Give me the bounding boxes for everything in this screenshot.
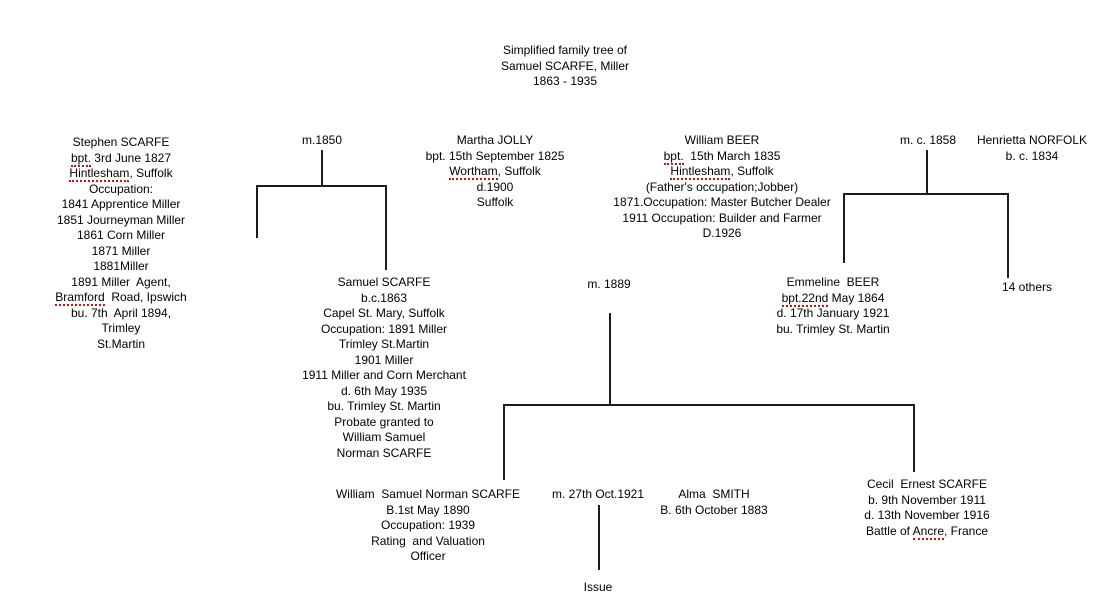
person-cecil-ernest-scarfe bbox=[837, 477, 1017, 539]
connector-m1850-child-samuel bbox=[385, 187, 387, 270]
text-line: Cecil Ernest SCARFE bbox=[866, 477, 988, 491]
text-line: Norman SCARFE bbox=[336, 445, 432, 460]
text-line: Occupation: 1891 Miller bbox=[320, 321, 448, 336]
page-title bbox=[455, 43, 675, 90]
text-line: m.1850 bbox=[301, 133, 343, 147]
text-line: William Samuel bbox=[342, 430, 426, 444]
text-line: bpt. 15th September 1825 bbox=[425, 148, 565, 163]
text-line: bu. Trimley St. Martin bbox=[776, 321, 890, 336]
text-line: Wortham, Suffolk bbox=[449, 164, 541, 178]
misspelling-underline: bpt. bbox=[70, 150, 91, 165]
text-line: 14 others bbox=[1001, 280, 1053, 294]
title-line-1: Simplified family tree of bbox=[502, 43, 628, 57]
person-martha-jolly bbox=[405, 133, 585, 211]
text-line: Samuel SCARFE bbox=[337, 275, 431, 289]
person-henrietta-norfolk bbox=[966, 133, 1098, 164]
text-line: Henrietta NORFOLK bbox=[976, 133, 1088, 147]
connector-m1889-bar bbox=[503, 404, 915, 406]
connector-m1889-child-cecil bbox=[913, 406, 915, 472]
text-line: 1911 Occupation: Builder and Farmer bbox=[622, 210, 822, 225]
connector-m1921-issue-line bbox=[598, 505, 600, 570]
text-line: Probate granted to bbox=[334, 414, 434, 429]
text-line: B.1st May 1890 bbox=[386, 502, 470, 517]
text-line: 1891 Miller Agent, bbox=[71, 274, 171, 289]
text-line: B. 6th October 1883 bbox=[660, 502, 768, 517]
person-william-samuel-norman-scarfe bbox=[313, 487, 543, 565]
siblings-14-others bbox=[982, 280, 1072, 296]
connector-m1850-child-left bbox=[256, 187, 258, 238]
text-line: d. 17th January 1921 bbox=[776, 306, 890, 320]
connector-m1850-stem bbox=[321, 150, 323, 186]
text-line: William Samuel Norman SCARFE bbox=[335, 487, 521, 501]
text-line: Capel St. Mary, Suffolk bbox=[323, 306, 445, 320]
connector-m1858-child-others bbox=[1007, 195, 1009, 278]
text-line: (Father's occupation;Jobber) bbox=[645, 179, 799, 194]
misspelling-underline: bpt.22nd bbox=[781, 290, 829, 305]
text-line: St.Martin bbox=[96, 336, 145, 351]
text-line: Issue bbox=[583, 580, 613, 594]
text-line: Stephen SCARFE bbox=[72, 135, 170, 149]
person-stephen-scarfe bbox=[16, 135, 226, 352]
text-line: Rating and Valuation bbox=[371, 533, 485, 548]
person-samuel-scarfe bbox=[279, 275, 489, 461]
text-line: Occupation: 1939 bbox=[380, 518, 476, 532]
connector-m1858-stem bbox=[926, 150, 928, 194]
text-line: Martha JOLLY bbox=[456, 133, 534, 147]
text-line: D.1926 bbox=[702, 226, 742, 240]
text-line: 1851 Journeyman Miller bbox=[56, 212, 186, 227]
misspelling-underline: Hintlesham bbox=[69, 166, 130, 180]
title-line-2: Samuel SCARFE, Miller bbox=[500, 58, 630, 73]
issue-label bbox=[563, 580, 633, 596]
connector-m1889-stem bbox=[609, 313, 611, 405]
marriage-label-1889 bbox=[559, 277, 659, 293]
text-line: Officer bbox=[410, 549, 446, 563]
text-line: Battle of Ancre, France bbox=[865, 523, 989, 538]
text-line: d. 6th May 1935 bbox=[340, 383, 428, 398]
text-line: b. c. 1834 bbox=[1005, 148, 1059, 163]
text-line: d.1900 bbox=[476, 179, 514, 194]
person-alma-smith bbox=[639, 487, 789, 518]
text-line: Occupation: bbox=[88, 181, 154, 196]
text-line: 1881Miller bbox=[93, 259, 149, 273]
text-line: bpt.22nd May 1864 bbox=[781, 290, 885, 305]
connector-m1858-bar bbox=[843, 193, 1009, 195]
title-line-3: 1863 - 1935 bbox=[532, 74, 598, 88]
text-line: Emmeline BEER bbox=[786, 275, 880, 289]
text-line: Bramford Road, Ipswich bbox=[55, 290, 187, 304]
marriage-label-1850 bbox=[272, 133, 372, 149]
misspelling-underline: Bramford bbox=[55, 290, 105, 304]
text-line: b.c.1863 bbox=[360, 290, 408, 305]
text-line: Suffolk bbox=[476, 195, 514, 209]
text-line: Hintlesham, Suffolk bbox=[69, 166, 173, 180]
person-william-beer bbox=[597, 133, 847, 242]
text-line: 1901 Miller bbox=[354, 352, 414, 367]
text-line: bpt. 3rd June 1827 bbox=[70, 150, 172, 165]
text-line: Alma SMITH bbox=[678, 487, 750, 501]
misspelling-underline: Wortham bbox=[449, 164, 498, 178]
misspelling-underline: Hintlesham bbox=[670, 164, 731, 178]
connector-m1889-child-william bbox=[503, 406, 505, 480]
text-line: 1841 Apprentice Miller bbox=[61, 197, 181, 211]
text-line: Hintlesham, Suffolk bbox=[670, 164, 774, 178]
text-line: bu. 7th April 1894, bbox=[70, 305, 172, 320]
text-line: William BEER bbox=[684, 133, 760, 147]
text-line: 1871.Occupation: Master Butcher Dealer bbox=[613, 195, 831, 209]
misspelling-underline: Ancre bbox=[912, 523, 945, 538]
marriage-label-1858 bbox=[878, 133, 978, 149]
text-line: bpt. 15th March 1835 bbox=[663, 148, 781, 163]
text-line: m. 1889 bbox=[587, 277, 631, 291]
text-line: 1911 Miller and Corn Merchant bbox=[302, 368, 466, 382]
text-line: 1861 Corn Miller bbox=[76, 228, 166, 242]
text-line: d. 13th November 1916 bbox=[864, 508, 990, 522]
person-emmeline-beer bbox=[748, 275, 918, 337]
text-line: Trimley St.Martin bbox=[338, 337, 430, 351]
text-line: 1871 Miller bbox=[91, 243, 151, 258]
connector-m1850-bar bbox=[256, 185, 387, 187]
text-line: m. c. 1858 bbox=[899, 133, 957, 147]
misspelling-underline: bpt. bbox=[663, 148, 684, 163]
text-line: b. 9th November 1911 bbox=[868, 492, 986, 507]
text-line: bu. Trimley St. Martin bbox=[327, 399, 441, 413]
text-line: m. 27th Oct.1921 bbox=[551, 487, 645, 501]
text-line: Trimley bbox=[101, 321, 141, 335]
